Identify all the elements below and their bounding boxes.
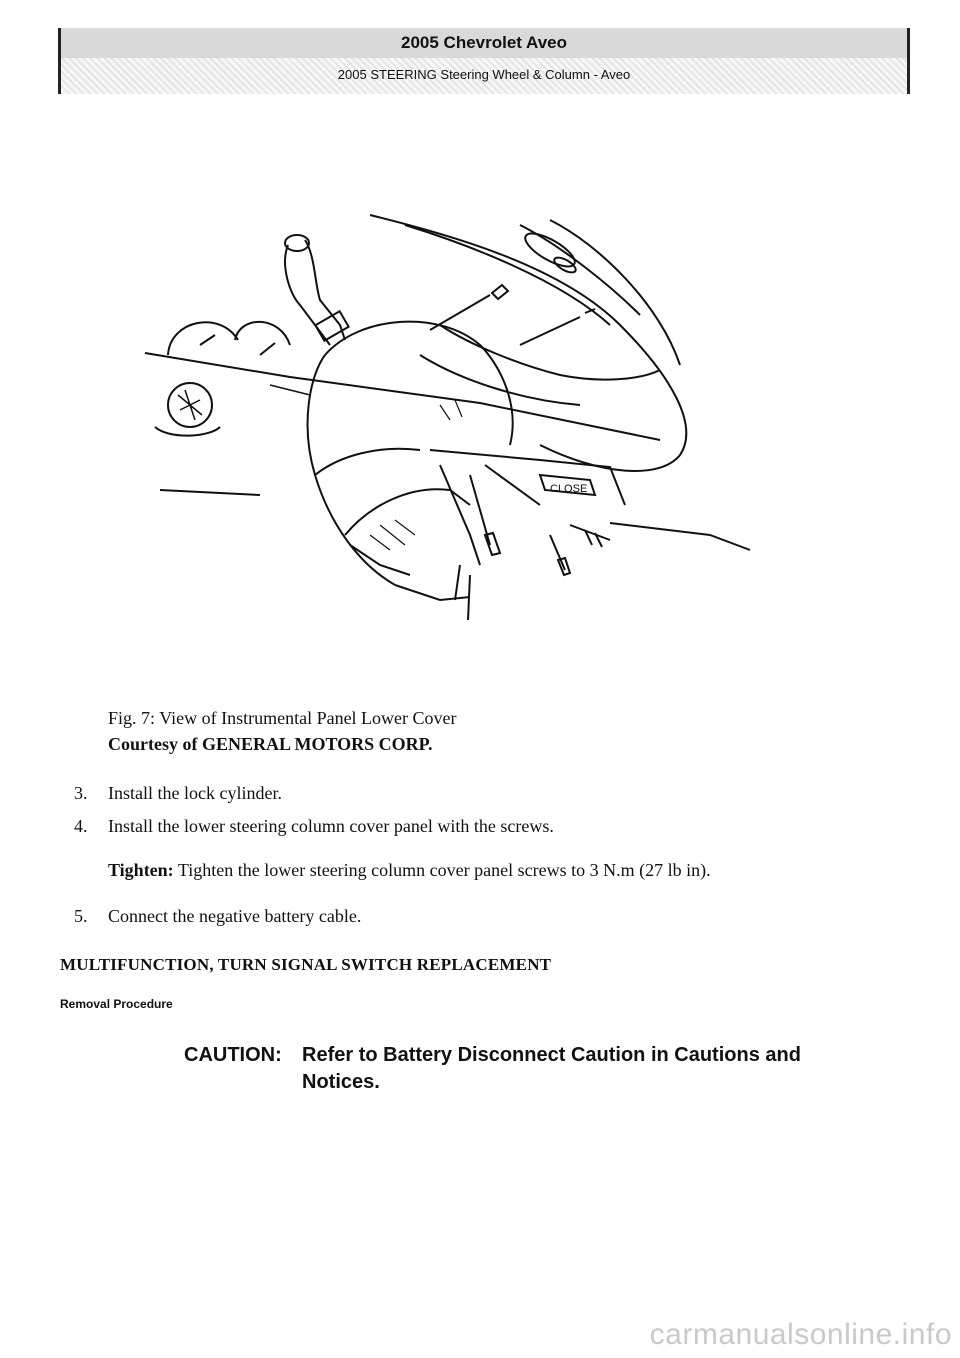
procedure-step <box>74 780 904 806</box>
caution-text-line2: Notices. <box>302 1071 380 1093</box>
step-number: 4. <box>74 816 88 836</box>
step-text: Install the lower steering column cover panel with the screws. <box>108 816 554 836</box>
section-subhead: Removal Procedure <box>60 997 173 1011</box>
procedure-step <box>74 813 904 839</box>
caution-label: CAUTION: <box>184 1044 282 1066</box>
torque-spec <box>108 857 908 883</box>
procedure-step <box>74 903 904 929</box>
document-title: 2005 Chevrolet Aveo <box>61 28 907 58</box>
svg-text:CLOSE: CLOSE <box>550 483 588 495</box>
page-header <box>58 28 910 94</box>
caution-text-line1: Refer to Battery Disconnect Caution in Cautions and <box>302 1044 801 1066</box>
step-text: Install the lock cylinder. <box>108 783 282 803</box>
document-subtitle: 2005 STEERING Steering Wheel & Column - Aveo <box>61 58 907 94</box>
watermark: carmanualsonline.info <box>649 1318 952 1351</box>
step-number: 5. <box>74 906 88 926</box>
instrument-panel-illustration <box>140 205 760 635</box>
figure-caption <box>108 705 808 757</box>
figure-caption-title: Fig. 7: View of Instrumental Panel Lower Cover <box>108 708 457 728</box>
step-number: 3. <box>74 783 88 803</box>
torque-spec-text: Tighten the lower steering column cover panel screws to 3 N.m (27 lb in). <box>177 860 711 880</box>
torque-spec-label: Tighten: <box>108 860 174 880</box>
section-title: MULTIFUNCTION, TURN SIGNAL SWITCH REPLACEMENT <box>60 955 552 974</box>
figure-credit: Courtesy of GENERAL MOTORS CORP. <box>108 734 433 754</box>
step-text: Connect the negative battery cable. <box>108 906 362 926</box>
caution-notice <box>184 1042 884 1096</box>
